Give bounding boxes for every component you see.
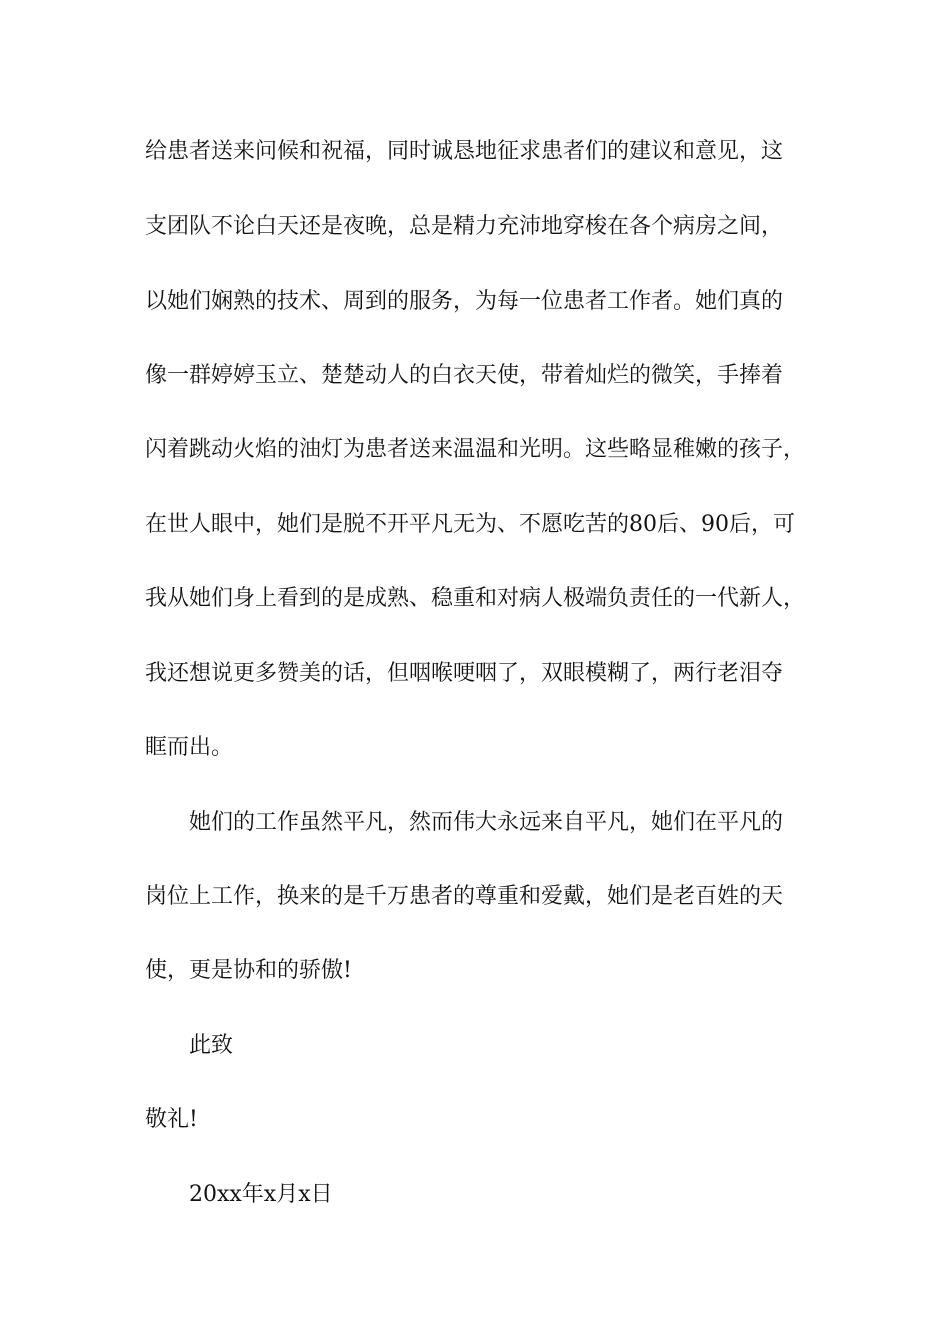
paragraph-1-line-7: 我从她们身上看到的是成熟、稳重和对病人极端负责任的一代新人， [145,586,806,611]
paragraph-1-line-9: 眶而出。 [145,735,234,760]
paragraph-2-line-1: 她们的工作虽然平凡，然而伟大永远来自平凡，她们在平凡的 [189,810,784,835]
paragraph-1-line-5: 闪着跳动火焰的油灯为患者送来温温和光明。这些略显稚嫩的孩子， [145,437,806,462]
paragraph-2-line-3: 使，更是协和的骄傲! [145,958,352,983]
paragraph-2-line-2: 岗位上工作，换来的是千万患者的尊重和爱戴，她们是老百姓的天 [145,884,784,909]
paragraph-1-line-2: 支团队不论白天还是夜晚，总是精力充沛地穿梭在各个病房之间， [145,214,784,239]
closing-salutation: 此致 [189,1033,234,1058]
letter-date: 20xx年x月x日 [189,1182,333,1207]
paragraph-1-line-3: 以她们娴熟的技术、周到的服务，为每一位患者工作者。她们真的 [145,289,784,314]
paragraph-1-line-1: 给患者送来问候和祝福，同时诚恳地征求患者们的建议和意见，这 [145,139,784,164]
closing-regards: 敬礼! [145,1107,198,1132]
paragraph-1-line-4: 像一群婷婷玉立、楚楚动人的白衣天使，带着灿烂的微笑，手捧着 [145,363,784,388]
paragraph-1-line-6: 在世人眼中，她们是脱不开平凡无为、不愿吃苦的80后、90后，可 [145,512,795,537]
paragraph-1-line-8: 我还想说更多赞美的话，但咽喉哽咽了，双眼模糊了，两行老泪夺 [145,661,784,686]
